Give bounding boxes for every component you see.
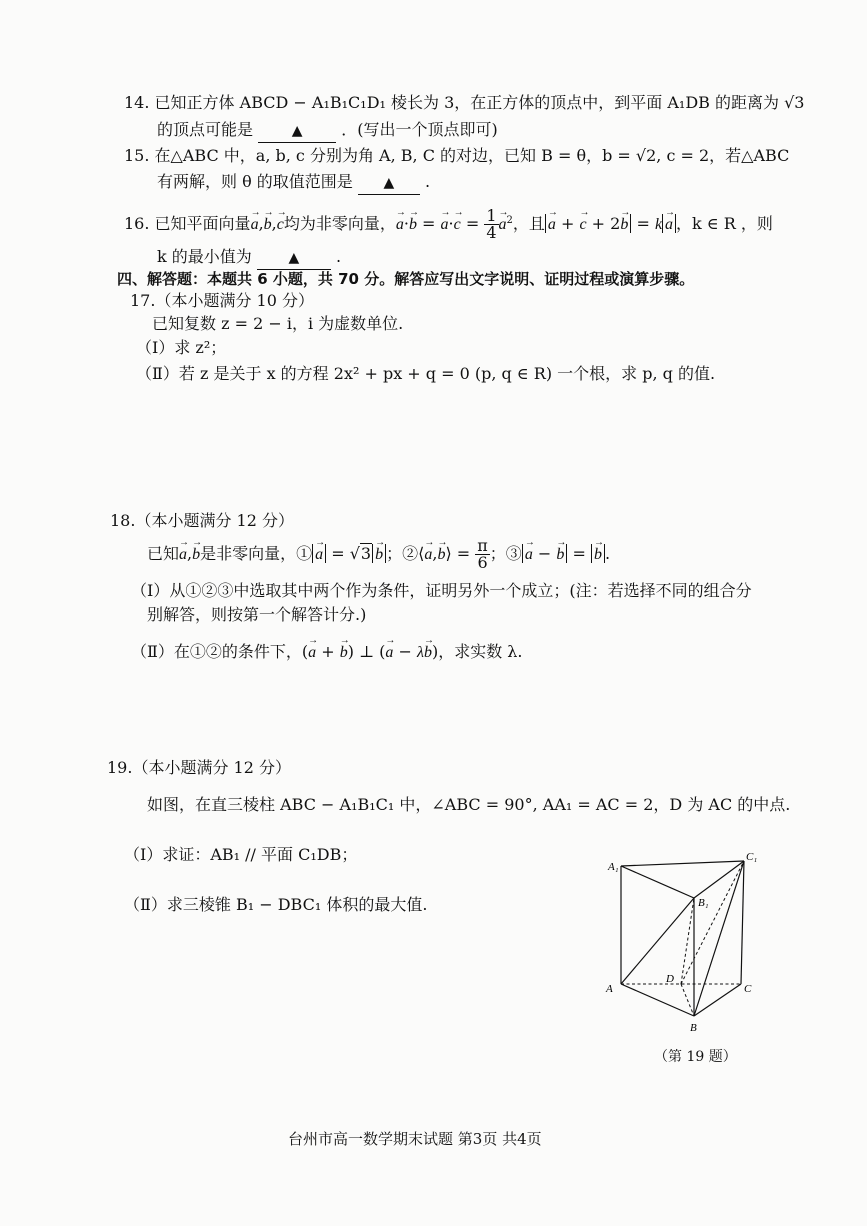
q17-part2: （Ⅱ）若 z 是关于 x 的方程 2x² + px + q = 0 (p, q ∈ R) 一个根，求 p, q 的值. xyxy=(136,364,716,383)
q17-header: 17.（本小题满分 10 分） xyxy=(130,291,314,310)
prism-figure xyxy=(596,848,766,1038)
label-d: D xyxy=(666,973,674,985)
q18-intro: 已知→ a,→ b是非零向量，①→ a = √3→ b ；②⟨→ a,→ b⟩ = $\frac{\pi}{6}$ ；③→ a − → b = → b . xyxy=(147,538,610,571)
q16-number: 16. xyxy=(124,214,150,233)
q14-number: 14. xyxy=(124,93,150,112)
q15-text: 在△ABC 中，a, b, c 分别为角 A, B, C 的对边，已知 B = θ，b = √2, c = 2，若△ABC xyxy=(154,146,790,165)
triangle-icon: ▲ xyxy=(288,250,300,266)
answer-blank xyxy=(358,171,420,195)
label-a: A xyxy=(606,983,613,995)
q18-header: 18.（本小题满分 12 分） xyxy=(110,511,294,530)
q15-line1 xyxy=(124,145,789,167)
answer-blank xyxy=(258,119,336,143)
q19-intro: 如图，在直三棱柱 ABC − A₁B₁C₁ 中，∠ABC = 90°, AA₁ = AC = 2，D 为 AC 的中点. xyxy=(147,795,791,814)
q15-number: 15. xyxy=(124,146,150,165)
label-b: B xyxy=(690,1022,697,1034)
q14-line2: 的顶点可能是 ▲ ．(写出一个顶点即可) xyxy=(157,119,498,143)
label-c: C xyxy=(744,983,752,995)
q18-part1-line2: 别解答，则按第一个解答计分.) xyxy=(147,605,367,624)
q15-line2: 有两解，则 θ 的取值范围是 ▲ . xyxy=(157,171,430,195)
q14-line1 xyxy=(124,92,804,114)
q18-part2: （Ⅱ）在①②的条件下，(→ a + → b) ⊥ (→ a − λ→ b)，求实数 λ. xyxy=(131,641,523,664)
label-a1: A₁ xyxy=(608,861,619,873)
fraction: $\frac{1}{4}$ xyxy=(486,206,497,242)
q17-part1: （Ⅰ）求 z²； xyxy=(136,338,227,357)
q18-part1-line1: （Ⅰ）从①②③中选取其中两个作为条件，证明另外一个成立；(注：若选择不同的组合分 xyxy=(131,581,752,600)
label-c1: C₁ xyxy=(746,851,758,863)
page-footer: 台州市高一数学期末试题 第3页 共4页 xyxy=(288,1130,542,1148)
fraction: $\frac{\pi}{6}$ xyxy=(477,536,488,572)
q19-part1: （Ⅰ）求证：AB₁ // 平面 C₁DB； xyxy=(124,845,358,864)
label-b1: B₁ xyxy=(698,897,709,909)
q17-intro: 已知复数 z = 2 − i，i 为虚数单位. xyxy=(152,314,404,333)
q19-header: 19.（本小题满分 12 分） xyxy=(107,758,291,777)
section-heading: 四、解答题：本题共 6 小题，共 70 分。解答应写出文字说明、证明过程或演算步骤。 xyxy=(117,270,695,288)
q19-part2: （Ⅱ）求三棱锥 B₁ − DBC₁ 体积的最大值. xyxy=(124,895,428,914)
q14-text: 已知正方体 ABCD − A₁B₁C₁D₁ 棱长为 3，在正方体的顶点中，到平面 A₁DB 的距离为 √3 xyxy=(154,93,805,112)
answer-blank xyxy=(257,246,331,270)
triangle-icon: ▲ xyxy=(383,175,395,191)
triangle-icon: ▲ xyxy=(291,123,303,139)
q16-line2: k 的最小值为 ▲ . xyxy=(157,246,341,270)
q16-line1: 16. 已知平面向量→ a,→ b,→ c均为非零向量，→ a·→ b = → a·→ c = $\frac{1}{4}$ → $a^2$，且→ a + → c + 2→ b = k→ a ，k ∈ R ，则 xyxy=(124,206,773,241)
figure-caption: （第 19 题） xyxy=(654,1049,737,1065)
